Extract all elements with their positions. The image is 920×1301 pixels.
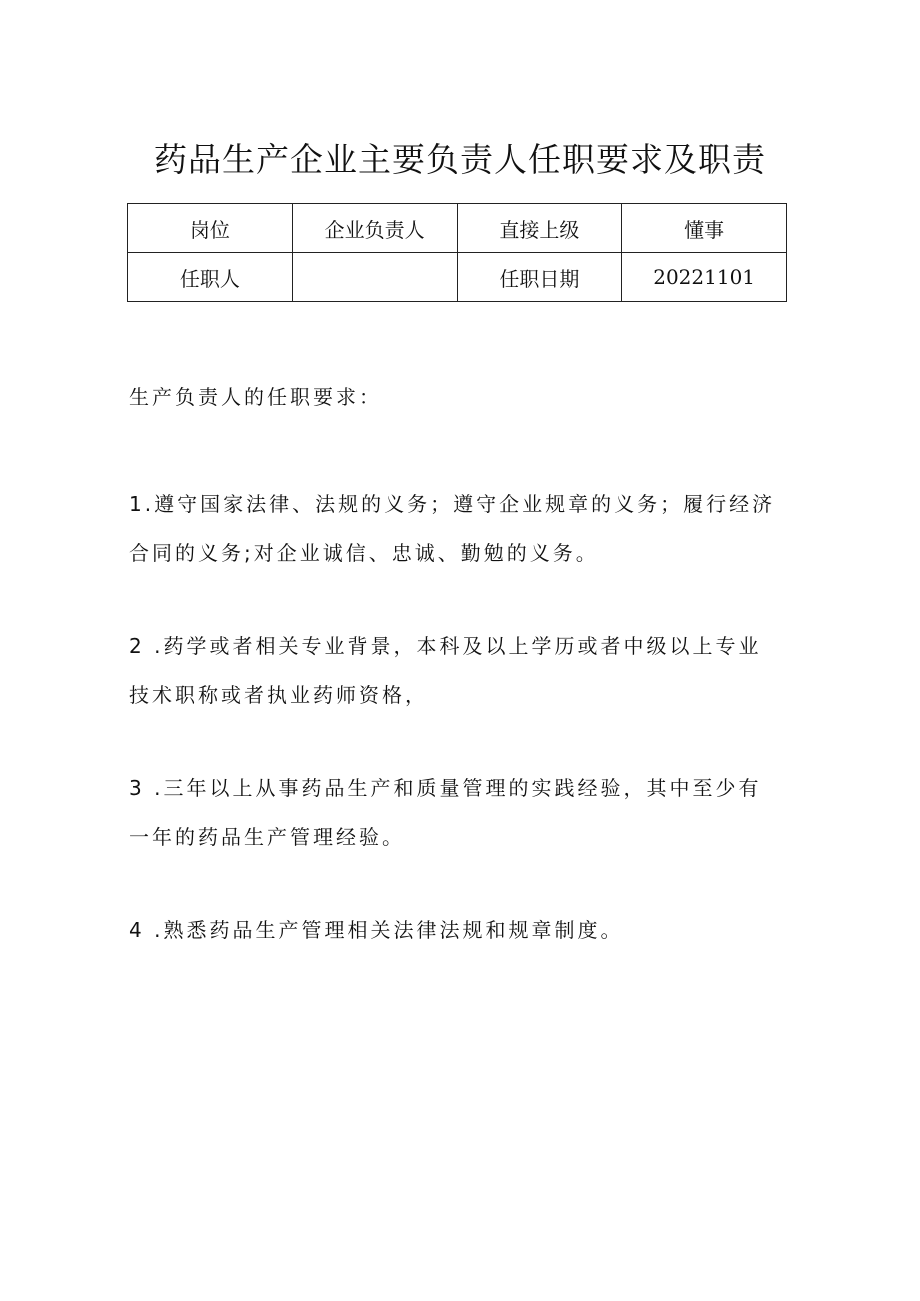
table-row [128,204,787,253]
requirements-heading: 生产负责人的任职要求： [129,385,382,409]
list-item: 3 .三年以上从事药品生产和质量管理的实践经验，其中至少有一年的药品生产管理经验。 [129,776,762,849]
table-cell-date-label: 任职日期 [457,253,622,302]
table-cell-date-value: 20221101 [622,253,787,302]
table-cell-supervisor-value: 懂事 [622,204,787,253]
requirements-list [129,480,779,999]
position-info-table [127,203,787,302]
list-item: 4 .熟悉药品生产管理相关法律法规和规章制度。 [129,918,624,942]
table-cell-position-value: 企业负责人 [292,204,457,253]
document-title: 药品生产企业主要负责人任职要求及职责 [154,140,766,179]
table-row [128,253,787,302]
table-cell-holder-value [292,253,457,302]
table-cell-holder-label: 任职人 [128,253,293,302]
table-cell-supervisor-label: 直接上级 [457,204,622,253]
list-item: 1.遵守国家法律、法规的义务；遵守企业规章的义务；履行经济合同的义务;对企业诚信、忠诚、勤勉的义务。 [129,492,776,565]
table-cell-position-label: 岗位 [128,204,293,253]
list-item: 2 .药学或者相关专业背景，本科及以上学历或者中级以上专业技术职称或者执业药师资格， [129,634,762,707]
